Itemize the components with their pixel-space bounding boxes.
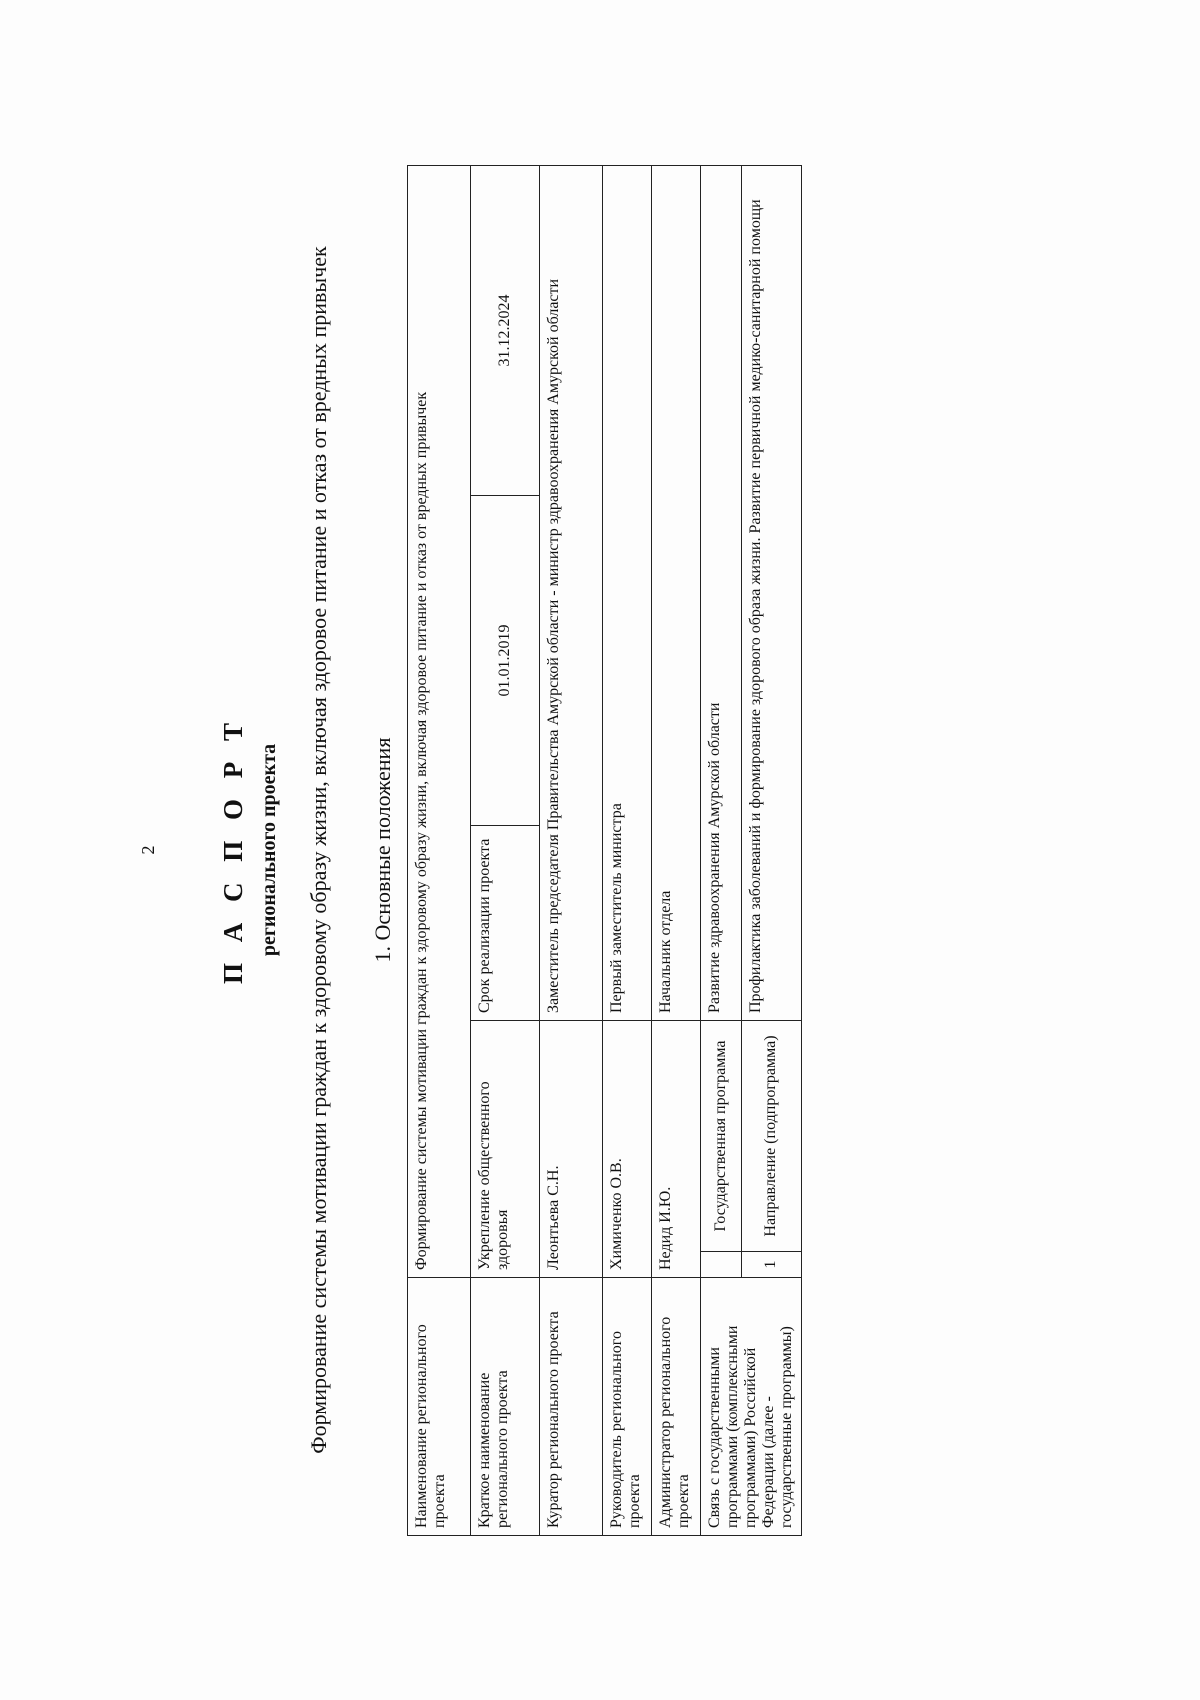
gov-program-value: Развитие здравоохранения Амурской области [701, 165, 742, 1020]
direction-label: Направление (подпрограмма) [742, 1021, 801, 1252]
period-start: 01.01.2019 [471, 496, 540, 826]
document-title: П А С П О Р Т [218, 716, 248, 985]
curator-label: Куратор регионального проекта [540, 1278, 603, 1536]
table-row [540, 165, 603, 1535]
passport-table [407, 165, 802, 1536]
document-subtitle: регионального проекта [258, 743, 280, 957]
head-position: Первый заместитель министра [603, 165, 652, 1020]
table-row [408, 165, 471, 1535]
admin-name: Недид И.Ю. [652, 1021, 701, 1278]
table-row [701, 165, 742, 1535]
table-row [603, 165, 652, 1535]
short-name-label: Краткое наименование регионального проекта [471, 1278, 540, 1536]
project-name-value: Формирование системы мотивации граждан к здоровому образу жизни, включая здоровое питание и отказ от вредных привычек [408, 165, 471, 1277]
project-full-name: Формирование системы мотивации граждан к здоровому образу жизни, включая здоровое питание и отказ от вредных привычек [306, 246, 331, 1454]
head-name: Химиченко О.В. [603, 1021, 652, 1278]
empty-cell [701, 1252, 742, 1278]
short-name-value: Укрепление общественного здоровья [471, 1021, 540, 1278]
admin-position: Начальник отдела [652, 165, 701, 1020]
period-end: 31.12.2024 [471, 165, 540, 495]
curator-name: Леонтьева С.Н. [540, 1021, 603, 1278]
curator-position: Заместитель председателя Правительства Амурской области - министр здравоохранения Амурской области [540, 165, 603, 1020]
head-label: Руководитель регионального проекта [603, 1278, 652, 1536]
rotated-content [100, 150, 1100, 1550]
table-row [471, 165, 540, 1535]
project-name-label: Наименование регионального проекта [408, 1278, 471, 1536]
table-row [652, 165, 701, 1535]
direction-value: Профилактика заболеваний и формирование здорового образа жизни. Развитие первичной медико-санитарной помощи [742, 165, 801, 1020]
admin-label: Администратор регионального проекта [652, 1278, 701, 1536]
gov-program-label: Государственная программа [701, 1021, 742, 1252]
page-number: 2 [138, 845, 158, 855]
program-link-label: Связь с государственными программами (комплексными программами) Российской Федерации (далее - государственные программы) [701, 1278, 802, 1536]
period-label: Срок реализации проекта [471, 826, 540, 1021]
section-title: 1. Основные положения [370, 737, 395, 963]
row-number: 1 [742, 1252, 801, 1278]
